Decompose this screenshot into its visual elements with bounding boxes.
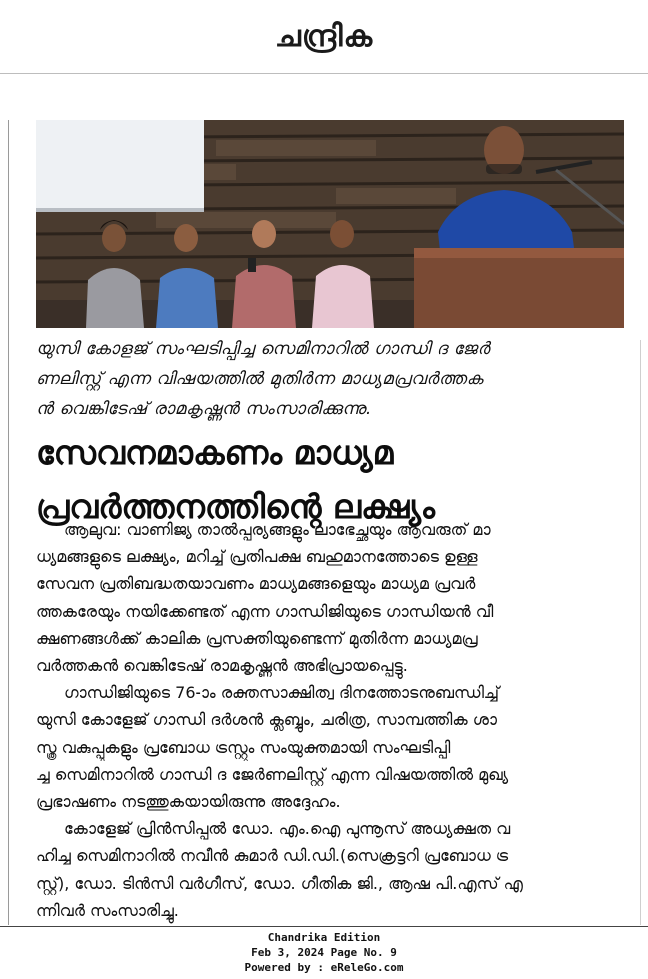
body-line: പ്രഭാഷണം നടത്തുകയായിരുന്നു അദ്ദേഹം. xyxy=(36,792,341,812)
date-page-label: Feb 3, 2024 Page No. 9 xyxy=(251,946,397,959)
photo-caption xyxy=(36,334,626,424)
headline-line: പ്രവർത്തനത്തിന്റെ ലക്ഷ്യം xyxy=(36,487,435,526)
caption-line: യുസി കോളജ് സംഘടിപ്പിച്ച സെമിനാറിൽ ഗാന്ധി ദ ജേർ xyxy=(36,339,490,359)
body-line: ക്ഷണങ്ങൾക്ക് കാലിക പ്രസക്തിയുണ്ടെന്ന് മുതിർന്ന മാധ്യമപ്ര xyxy=(36,628,478,648)
edition-label: Chandrika Edition xyxy=(267,931,381,944)
body-line: യുസി കോളേജ് ഗാന്ധി ദർശൻ ക്ലബ്ബും, ചരിത്ര, സാമ്പത്തിക ശാ xyxy=(36,710,497,730)
news-photo xyxy=(36,120,624,328)
headline-line: സേവനമാകണം മാധ്യമ xyxy=(36,433,394,472)
newspaper-logo: ചന്ദ്രിക xyxy=(274,19,374,54)
article-body xyxy=(36,516,626,924)
column-rule xyxy=(8,120,9,925)
caption-line: ണലിസ്റ്റ് എന്ന വിഷയത്തിൽ മുതിർന്ന മാധ്യമപ്രവർത്തക xyxy=(36,369,484,389)
masthead xyxy=(0,0,648,74)
body-line: കോളേജ് പ്രിൻസിപ്പൽ ഡോ. എം.ഐ പുന്നൂസ് അധ്യക്ഷത വ xyxy=(64,819,511,839)
body-line: ആലുവ: വാണിജ്യ താൽപ്പര്യങ്ങളും ലാഭേച്ഛയും ആവരുത് മാ xyxy=(64,520,491,539)
body-line: സേവന പ്രതിബദ്ധതയാവണം മാധ്യമങ്ങളെയും മാധ്യമ പ്രവർ xyxy=(36,574,476,594)
body-line: ഹിച്ച സെമിനാറിൽ നവീൻ കുമാർ ഡി.ഡി.(സെക്രട്ടറി പ്രബോധ ട്ര xyxy=(36,846,509,866)
body-line: ന്നിവർ സംസാരിച്ചു. xyxy=(36,900,179,920)
page-footer xyxy=(0,926,648,979)
body-line: സ്റ്റ്), ഡോ. ടിൻസി വർഗീസ്, ഡോ. ഗീതിക ജി., ആഷ പി.എസ് എ xyxy=(36,873,523,893)
caption-line: ൻ വെങ്കിടേഷ് രാമകൃഷ്ണൻ സംസാരിക്കുന്നു. xyxy=(36,399,372,419)
body-line: ഗാന്ധിജിയുടെ 76-ാം രക്തസാക്ഷിത്വ ദിനത്തോടനുബന്ധിച്ച് xyxy=(64,683,500,703)
body-line: ച്ച സെമിനാറിൽ ഗാന്ധി ദ ജേർണലിസ്റ്റ് എന്ന വിഷയത്തിൽ മുഖ്യ xyxy=(36,764,509,784)
column-rule xyxy=(640,340,641,925)
powered-by-label: Powered by : eReleGo.com xyxy=(244,961,404,974)
body-line: ധ്യമങ്ങളുടെ ലക്ഷ്യം, മറിച്ച് പ്രതിപക്ഷ ബഹുമാനത്തോടെ ഉള്ള xyxy=(36,547,478,567)
body-line: ത്തകരേയും നയിക്കേണ്ടത് എന്ന ഗാന്ധിജിയുടെ ഗാന്ധിയൻ വീ xyxy=(36,601,494,621)
body-line: സ്ത്ര വകുപ്പുകളും പ്രബോധ ട്രസ്റ്റും സംയുക്തമായി സംഘടിപ്പി xyxy=(36,737,451,757)
body-line: വർത്തകൻ വെങ്കിടേഷ് രാമകൃഷ്ണൻ അഭിപ്രായപ്പെട്ടു. xyxy=(36,656,408,676)
